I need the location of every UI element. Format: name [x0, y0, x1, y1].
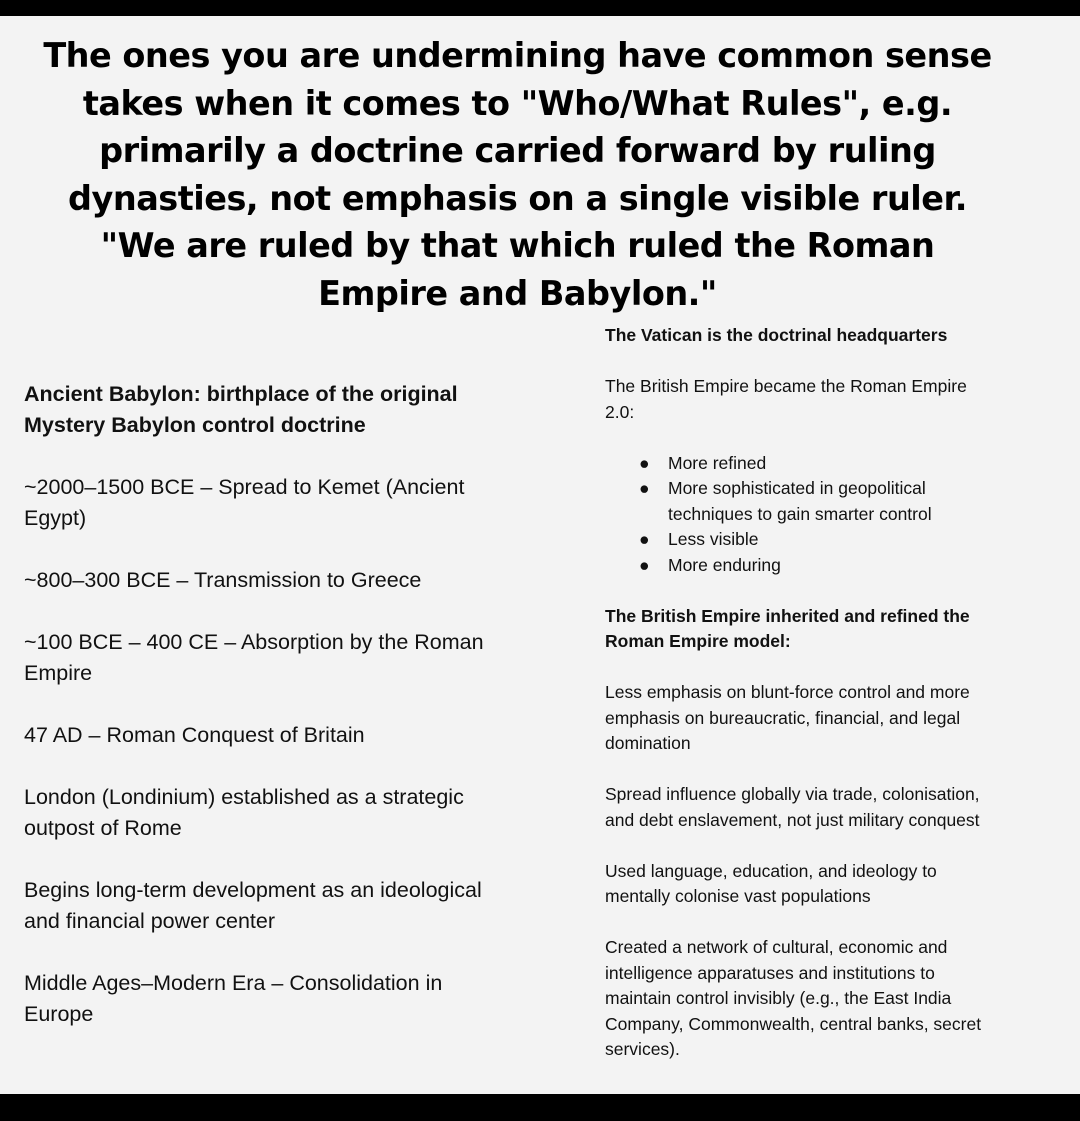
spacer — [24, 751, 554, 782]
spacer — [24, 937, 554, 968]
timeline-entry: 47 AD – Roman Conquest of Britain — [24, 723, 365, 747]
timeline-entry: ~2000–1500 BCE – Spread to Kemet (Ancient Egypt) — [24, 475, 465, 530]
headline — [30, 32, 1005, 317]
list-item: ● Less visible — [605, 527, 1065, 553]
commentary-column — [605, 323, 1065, 1063]
bullet-icon: ● — [639, 554, 650, 575]
headline-line: "We are ruled by that which ruled the Roman — [100, 226, 935, 265]
timeline-heading: Ancient Babylon: birthplace of the original Mystery Babylon control doctrine — [24, 382, 458, 437]
bullet-icon: ● — [639, 478, 650, 498]
top-black-bar — [0, 0, 1080, 16]
inherited-heading: The British Empire inherited and refined the Roman Empire model: — [605, 605, 970, 651]
spacer — [605, 349, 1065, 375]
bullet-icon: ● — [639, 452, 650, 473]
headline-line: primarily a doctrine carried forward by ruling — [99, 131, 936, 170]
spacer — [605, 578, 1065, 604]
spacer — [605, 425, 1065, 451]
spacer — [605, 655, 1065, 681]
spacer — [24, 441, 554, 472]
spacer — [24, 844, 554, 875]
headline-line: takes when it comes to "Who/What Rules", e.g. — [82, 83, 953, 123]
vatican-heading: The Vatican is the doctrinal headquarters — [605, 325, 948, 345]
document-page — [0, 16, 1080, 1094]
timeline-entry: ~800–300 BCE – Transmission to Greece — [24, 568, 422, 592]
british-empire-paragraph: The British Empire became the Roman Empire 2.0: — [605, 376, 967, 422]
list-item: ● More refined — [605, 451, 1065, 477]
spacer — [24, 534, 554, 565]
spacer — [24, 596, 554, 627]
headline-line: The ones you are undermining have common sense — [43, 36, 992, 75]
list-item: ● More enduring — [605, 553, 1065, 579]
paragraph: Used language, education, and ideology to mentally colonise vast populations — [605, 860, 937, 906]
paragraph: Created a network of cultural, economic and intelligence apparatuses and institutions to maintain control invisibly (e.g., the East India Company, Commonwealth, central banks, secret services). — [605, 937, 982, 1059]
spacer — [605, 910, 1065, 936]
spacer — [605, 757, 1065, 783]
bottom-black-bar — [0, 1094, 1080, 1121]
bullet-list — [605, 451, 1065, 579]
spacer — [605, 833, 1065, 859]
bullet-icon: ● — [639, 529, 650, 549]
timeline-entry: Begins long-term development as an ideological and financial power center — [24, 878, 482, 933]
timeline-column — [24, 379, 554, 1030]
paragraph: Less emphasis on blunt-force control and more emphasis on bureaucratic, financial, and legal domination — [605, 682, 970, 753]
timeline-entry: London (Londinium) established as a strategic outpost of Rome — [24, 785, 464, 840]
timeline-entry: Middle Ages–Modern Era – Consolidation in Europe — [24, 971, 443, 1026]
list-item: ● More sophisticated in geopolitical techniques to gain smarter control — [639, 478, 932, 524]
spacer — [24, 689, 554, 720]
timeline-entry: ~100 BCE – 400 CE – Absorption by the Roman Empire — [24, 630, 484, 685]
headline-line: dynasties, not emphasis on a single visible ruler. — [68, 178, 967, 218]
paragraph: Spread influence globally via trade, colonisation, and debt enslavement, not just military conquest — [605, 784, 980, 830]
headline-line: Empire and Babylon." — [318, 273, 717, 313]
